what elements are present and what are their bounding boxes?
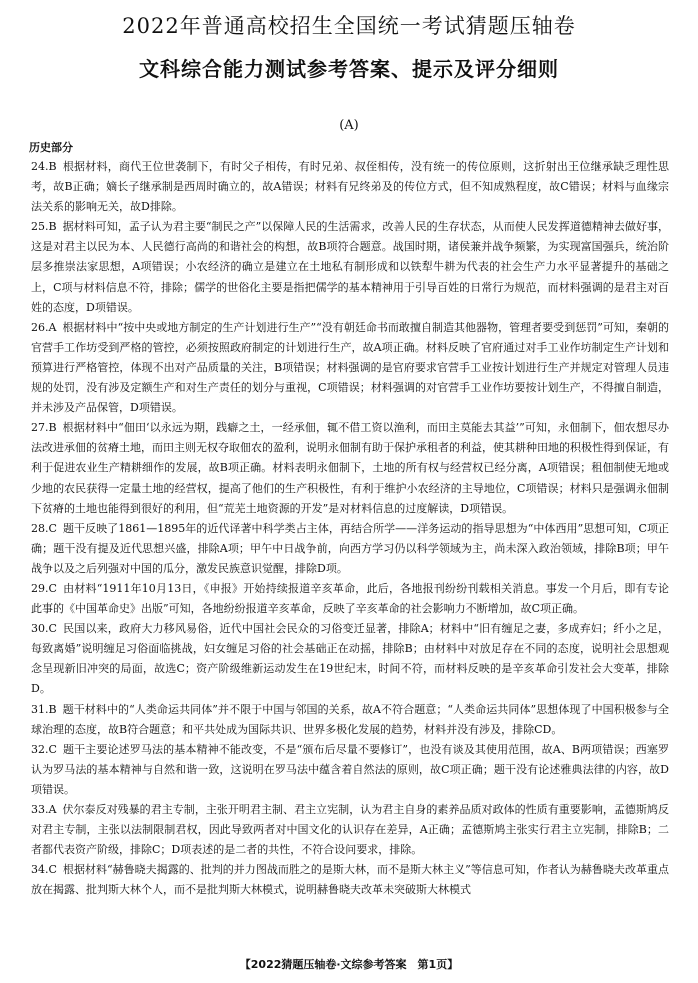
answer-list [31,157,669,900]
explanation-text: 由材料“1911年10月13日，《申报》开始持续报道辛亥革命，此后，各地报刊纷纷刊载相关消息。事发一个月后，即有专论此事的《中国革命史》出版”可知，各地纷纷报道辛亥革命，反映了辛亥革命的社会影响力不断增加，故C项正确。 [31,581,669,616]
explanation-text: 根据材料中“佃田‘以永远为期，践癖之土，一经承佃，辄不借工资以渔利，而田主莫能去其益’”可知，永佃制下，佃农想尽办法改进承佃的贫瘠土地，而田主则无权夺取佃农的盈利，说明永佃制有助于保护承租者的利益，使其耕种田地的积极性得到保证，有利于促进农业生产精耕细作的发展，故B项正确。材料表明永佃制下，土地的所有权与经营权已经分离，A项错误；租佃制使无地或少地的农民获得一定量土地的经营权，提高了他们的生产积极性，有利于维护小农经济的主导地位，C项错误；材料只是强调永佃制下贫瘠的土地也能得到很好的利用，但“荒芜土地资源的开发”是对材料信息的过度解读，D项错误。 [31,421,669,515]
answer-letter: C [48,742,57,756]
question-number: 32. [31,742,49,756]
explanation-text: 题干主要论述罗马法的基本精神不能改变，不是“颁布后尽量不要修订”，也没有谈及其使用范围，故A、B两项错误；西塞罗认为罗马法的基本精神与自然和谐一致，这说明在罗马法中蕴含着自然法的原则，故C项正确；题干没有论述雅典法律的内容，故D项错误。 [31,742,669,796]
answer-letter: A [48,320,57,334]
explanation-text: 根据材料，商代王位世袭制下，有时父子相传，有时兄弟、叔侄相传，没有统一的传位原则，这折射出王位继承缺乏理性思考，故B正确；嫡长子继承制是西周时确立的，故A错误；材料有兄终弟及的传位方式，但不知成熟程度，故C错误；材料与血缘宗法关系的影响无关，故D排除。 [31,160,669,214]
question-number: 34. [31,863,49,877]
question-number: 24. [31,160,49,173]
answer-item [31,157,669,217]
section-title: 历史部分 [29,141,73,154]
answer-letter: B [48,702,57,716]
answer-item [31,519,669,579]
answer-letter: C [48,581,57,595]
question-number: 25. [31,220,49,234]
question-number: 31. [31,702,49,716]
answer-item [31,619,669,699]
explanation-text: 题干材料中的“人类命运共同体”并不限于中国与邻国的关系，故A不符合题意；“人类命运共同体”思想体现了中国积极参与全球治理的态度，故B符合题意；和平共处成为国际共识、世界多极化发展的趋势，材料并没有涉及，排除CD。 [31,702,669,736]
answer-item [31,800,669,860]
answer-letter: B [48,160,57,173]
question-number: 29. [31,581,49,595]
answer-letter: C [48,622,57,636]
explanation-text: 根据材料“赫鲁晓夫揭露的、批判的并力图战而胜之的是斯大林，而不是斯大林主义”等信息可知，作者认为赫鲁晓夫改革重点放在揭露、批判斯大林个人，而不是批判斯大林模式，说明赫鲁晓夫改革未突破斯大林模式 [31,863,669,897]
page-footer: 【2022猜题压轴卷·文综参考答案 第1页】 [239,958,459,971]
answer-letter: B [48,421,57,435]
answer-letter: C [48,521,57,535]
explanation-text: 据材料可知，孟子认为君主要“制民之产”以保障人民的生活需求，改善人民的生存状态，从而使人民发挥道德精神去做好事，这是对君主以民为本、人民德行高尚的和谐社会的构想，故B项符合题意。战国时期，诸侯兼并战争频繁，为实现富国强兵，统治阶层多推崇法家思想，A项错误；小农经济的确立是建立在土地私有制形成和以铁犁牛耕为代表的社会生产力水平显著提升的基础之上，C项与材料信息不符，排除；儒学的世俗化主要是指把儒学的基本精神用于引导百姓的日常行为规范，而材料强调的是君主对百姓的态度，D项错误。 [31,220,669,314]
answer-item [31,860,669,900]
answer-item [31,217,669,317]
answer-item [31,740,669,800]
paper-version: (A) [339,118,359,133]
exam-subtitle: 文科综合能力测试参考答案、提示及评分细则 [139,57,559,81]
answer-item [31,418,669,518]
answer-item [31,579,669,619]
answer-letter: B [48,220,57,234]
explanation-text: 根据材料中“按中央或地方制定的生产计划进行生产”“没有朝廷命书而敢擅自制造其他器物，管理者要受到惩罚”可知，秦朝的官营手工作坊受到严格的管控，必须按照政府制定的计划进行生产，故A项正确。材料反映了官府通过对手工业作坊制定生产计划和预算进行严格管控，体现不出对产品质量的关注，B项错误；材料强调的是官府要求官营手工业按计划进行生产并规定对管理人员违规的处罚，没有涉及定额生产和对生产责任的划分与重视，C项错误；材料强调的对官营手工业作坊要按计划生产，不得擅自制造，并未涉及产品保管，D项错误。 [31,320,669,415]
answer-letter: A [48,803,57,816]
answer-item [31,318,669,418]
answer-letter: C [48,863,57,877]
question-number: 27. [31,421,49,435]
explanation-text: 民国以来，政府大力移风易俗，近代中国社会民众的习俗变迁显著，排除A；材料中“旧有缠足之妻，多成弃妇；纤小之足，每致离婚”说明缠足习俗面临挑战，妇女缠足习俗的社会基础正在动摇，排除B；由材料中对放足存在不同的态度，说明社会思想观念呈现新旧冲突的局面，故选C；资产阶级维新运动发生在19世纪末，时间不符，而材料反映的是辛亥革命引发社会大变革，排除D。 [31,622,669,696]
exam-title: 2022年普通高校招生全国统一考试猜题压轴卷 [122,14,576,38]
question-number: 33. [31,803,49,816]
question-number: 30. [31,622,49,636]
question-number: 28. [31,521,49,535]
explanation-text: 伏尔泰反对残暴的君主专制，主张开明君主制、君主立宪制，认为君主自身的素养品质对政体的性质有重要影响，孟德斯鸠反对君主专制，主张以法制限制君权，因此导致两者对中国文化的认识存在差异，A正确；孟德斯鸠主张实行君主立宪制，排除B；二者都代表资产阶级，排除C；D项表述的是二者的共性，不符合设问要求，排除。 [31,803,669,857]
answer-item [31,700,669,740]
explanation-text: 题干反映了1861—1895年的近代译著中科学类占主体，再结合所学——洋务运动的指导思想为“中体西用”思想可知，C项正确；题干没有提及近代思想兴盛，排除A项；甲午中日战争前，向西方学习仍以科学领域为主，尚未深入政治领域，排除B项；甲午战争以及之后列强对中国的瓜分，激发民族意识觉醒，排除D项。 [31,521,669,575]
question-number: 26. [31,320,49,334]
